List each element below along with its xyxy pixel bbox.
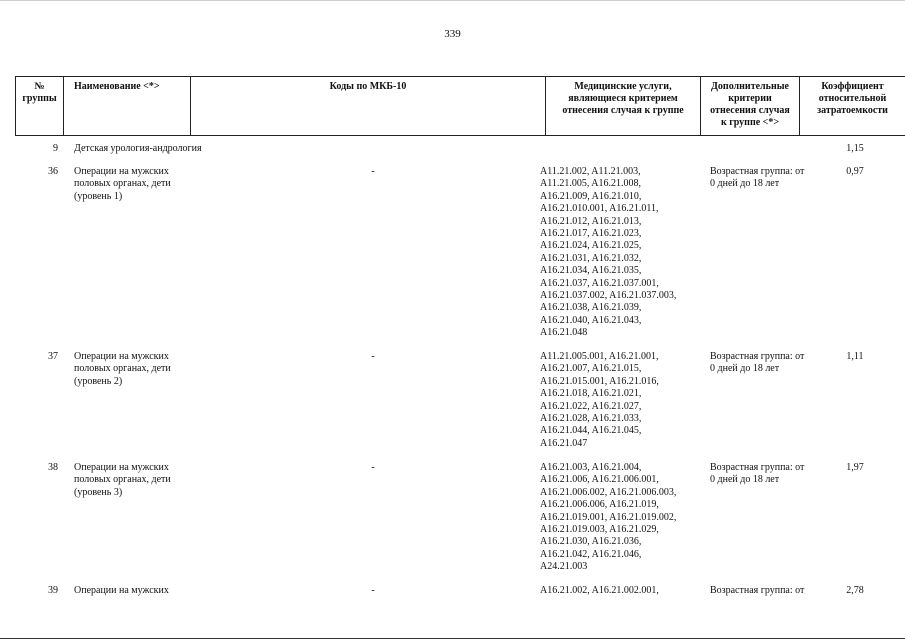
row-group-number: 36 xyxy=(48,166,58,177)
row-additional-criteria: Возрастная группа: от 0 дней до 18 лет xyxy=(710,351,805,375)
header-name: Наименование <*> xyxy=(64,77,191,136)
table-header xyxy=(15,76,905,136)
row-medical-services: A11.21.005.001, A16.21.001, A16.21.007, A16.21.015, A16.21.015.001, A16.21.016, A16.21.018, A16.21.021, A16.21.022, A16.21.027, A16.21.028, A16.21.033, A16.21.044, A16.21.045, A16.21.047 xyxy=(540,351,659,449)
row-coefficient: 1,97 xyxy=(846,462,864,473)
header-medical-services: Медицинские услуги, являющиеся критерием отнесения случая к группе xyxy=(546,77,701,136)
row-medical-services: A11.21.002, A11.21.003, A11.21.005, A16.21.008, A16.21.009, A16.21.010, A16.21.010.001, A16.21.011, A16.21.012, A16.21.013, A16.21.017, A16.21.023, A16.21.024, A16.21.025, A16.21.031, A16.21.032, A16.21.034, A16.21.035, A16.21.037, A16.21.037.001, A16.21.037.002, A16.21.037.003, A16.21.038, A16.21.039, A16.21.040, A16.21.043, A16.21.048 xyxy=(540,166,677,339)
section-coefficient: 1,15 xyxy=(846,143,864,154)
row-additional-criteria: Возрастная группа: от xyxy=(710,585,805,596)
row-additional-criteria: Возрастная группа: от 0 дней до 18 лет xyxy=(710,462,805,486)
page-bottom-edge xyxy=(0,638,905,639)
row-coefficient: 0,97 xyxy=(846,166,864,177)
header-coefficient: Коэффициент относительной затратоемкости xyxy=(800,77,905,136)
header-mkb-codes: Коды по МКБ-10 xyxy=(191,77,546,136)
row-medical-services: A16.21.003, A16.21.004, A16.21.006, A16.21.006.001, A16.21.006.002, A16.21.006.003, A16.21.006.006, A16.21.019, A16.21.019.001, A16.21.019.002, A16.21.019.003, A16.21.029, A16.21.030, A16.21.036, A16.21.042, A16.21.046, A24.21.003 xyxy=(540,462,677,573)
page-top-edge xyxy=(0,0,905,1)
row-name: Операции на мужских половых органах, дети (уровень 2) xyxy=(74,351,171,387)
row-mkb-codes: - xyxy=(371,166,375,177)
row-group-number: 37 xyxy=(48,351,58,362)
header-additional-criteria: Дополнительные критерии отнесения случая к группе <*> xyxy=(701,77,800,136)
row-mkb-codes: - xyxy=(371,351,375,362)
row-mkb-codes: - xyxy=(371,585,375,596)
row-coefficient: 2,78 xyxy=(846,585,864,596)
row-medical-services: A16.21.002, A16.21.002.001, xyxy=(540,585,659,596)
row-mkb-codes: - xyxy=(371,462,375,473)
row-group-number: 39 xyxy=(48,585,58,596)
row-name: Операции на мужских половых органах, дети (уровень 3) xyxy=(74,462,171,498)
row-name: Операции на мужских половых органах, дети (уровень 1) xyxy=(74,166,171,202)
row-name: Операции на мужских xyxy=(74,585,169,596)
section-number: 9 xyxy=(53,143,58,154)
row-group-number: 38 xyxy=(48,462,58,473)
row-additional-criteria: Возрастная группа: от 0 дней до 18 лет xyxy=(710,166,805,190)
header-group-number: № группы xyxy=(16,77,64,136)
page-number: 339 xyxy=(444,28,461,40)
section-title: Детская урология-андрология xyxy=(74,143,202,154)
row-coefficient: 1,11 xyxy=(846,351,864,362)
